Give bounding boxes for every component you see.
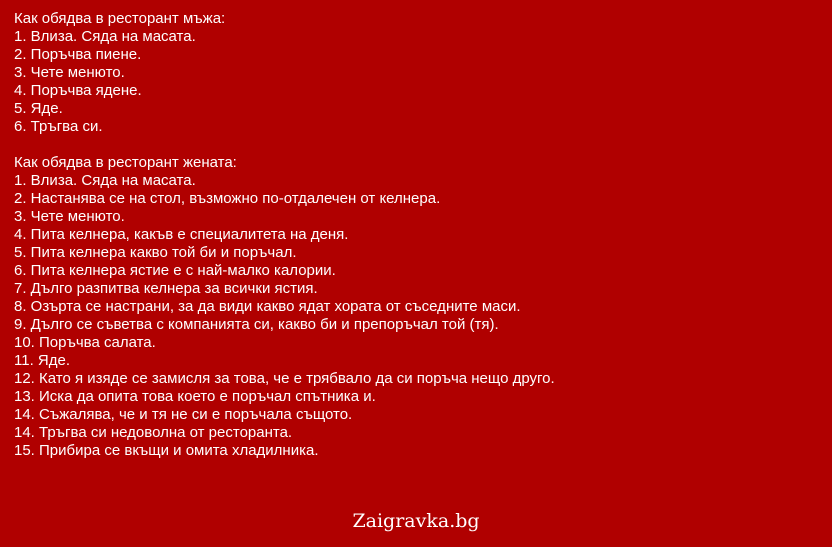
women-steps-list (14, 172, 594, 460)
women-step-item: 8. Озърта се настрани, за да види какво ядат хората от съседните маси. (14, 298, 521, 315)
women-step-item: 13. Иска да опита това което е поръчал спътника и. (14, 388, 376, 405)
men-step-item: 1. Влиза. Сяда на масата. (14, 28, 196, 45)
women-step-item: 1. Влиза. Сяда на масата. (14, 172, 196, 189)
women-step-item: 5. Пита келнера какво той би и поръчал. (14, 244, 297, 261)
women-step-item: 14. Съжалява, че и тя не си е поръчала същото. (14, 406, 353, 423)
men-steps-list (14, 28, 594, 136)
women-section-title: Как обядва в ресторант жената: (14, 154, 237, 171)
women-step-item: 6. Пита келнера ястие е с най-малко калории. (14, 262, 336, 279)
men-step-item: 6. Тръгва си. (14, 118, 103, 135)
men-step-item: 2. Поръчва пиене. (14, 46, 142, 63)
women-step-item: 15. Прибира се вкъщи и омита хладилника. (14, 442, 319, 459)
women-section (14, 154, 594, 460)
women-step-item: 10. Поръчва салата. (14, 334, 156, 351)
women-step-item: 12. Като я изяде се замисля за това, че е трябвало да си поръча нещо друго. (14, 370, 555, 387)
women-step-item: 2. Настанява се на стол, възможно по-отдалечен от келнера. (14, 190, 441, 207)
men-section-title: Как обядва в ресторант мъжа: (14, 10, 226, 27)
section-spacer (14, 136, 594, 154)
women-step-item: 9. Дълго се съветва с компанията си, какво би и препоръчал той (тя). (14, 316, 499, 333)
women-step-item: 4. Пита келнера, какъв е специалитета на деня. (14, 226, 349, 243)
site-brand-watermark: Zaigravka.bg (352, 510, 480, 532)
women-step-item: 14. Тръгва си недоволна от ресторанта. (14, 424, 293, 441)
women-step-item: 7. Дълго разпитва келнера за всички ястия. (14, 280, 318, 297)
men-step-item: 4. Поръчва ядене. (14, 82, 142, 99)
men-section (14, 10, 594, 136)
women-step-item: 11. Яде. (14, 352, 71, 369)
joke-text (14, 10, 594, 460)
men-step-item: 5. Яде. (14, 100, 63, 117)
men-step-item: 3. Чете менюто. (14, 64, 125, 81)
women-step-item: 3. Чете менюто. (14, 208, 125, 225)
